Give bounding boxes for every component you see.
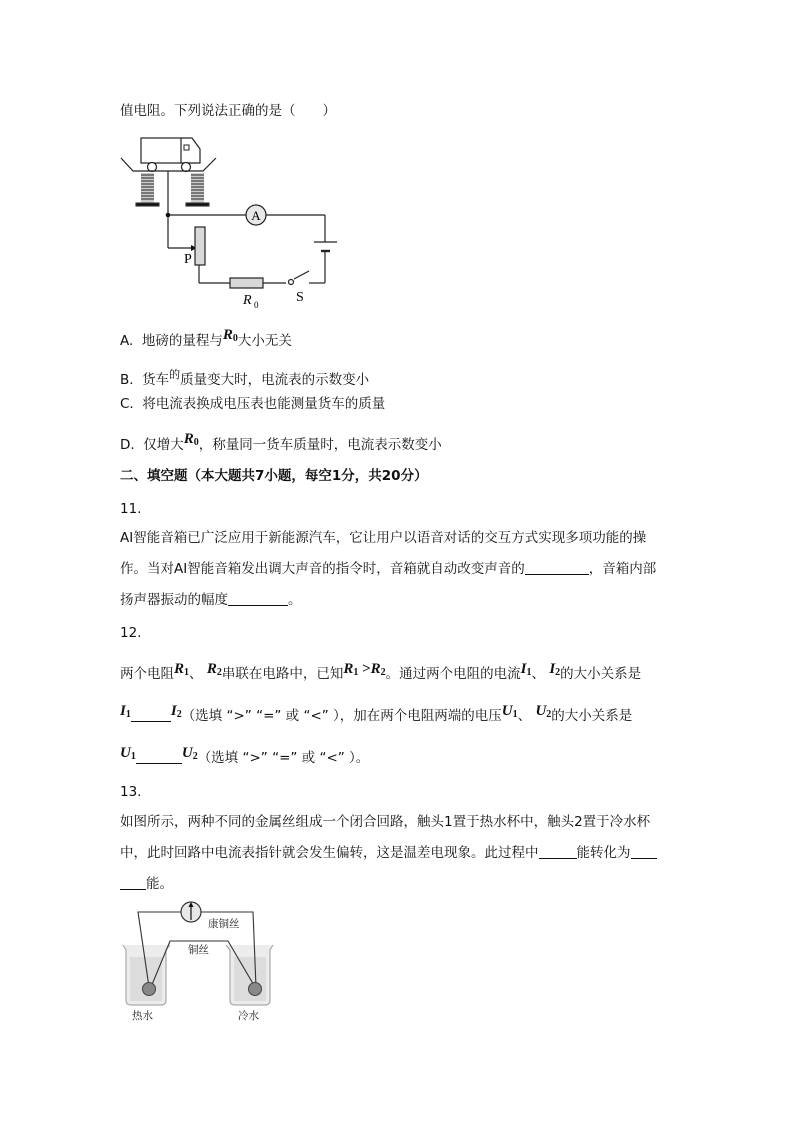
beaker-cold — [226, 945, 273, 1005]
math-u2: $U_2$ — [535, 703, 552, 720]
q11-line2: 作。当对AI智能音箱发出调大声音的指令时，音箱就自动改变声音的 ，音箱内部 — [120, 561, 657, 577]
q13-number: 13. — [120, 784, 142, 800]
hot-water-label: 热水 — [132, 1011, 153, 1022]
q12-line2: $I_1$ $I_2$（选填 “>” “=” 或 “<” ），加在两个电阻两端的电压$U_1$、 $U_2$的大小关系是 — [120, 703, 633, 724]
option-key: A. — [120, 333, 134, 349]
math-r1-gt-r2: $R_1 >R_2$ — [343, 661, 386, 678]
option-c[interactable] — [120, 394, 385, 414]
variable-resistor — [195, 227, 205, 265]
q13-line2: 中，此时回路中电流表指针就会发生偏转，这是温差电现象。此过程中 能转化为 — [120, 843, 657, 863]
section-heading-text: 二、填空题（本大题共7小题，每空1分，共20分） — [120, 468, 428, 484]
math-u1: $U_1$ — [120, 745, 136, 762]
scale-platform — [121, 158, 216, 171]
option-superscript: 的 — [169, 368, 181, 381]
math-i1: $I_1$ — [520, 661, 532, 678]
probe-cold — [249, 983, 262, 996]
option-key: B. — [120, 372, 134, 388]
q12-line3: $U_1$ $U_2$（选填 “>” “=” 或 “<” ）。 — [120, 745, 370, 766]
answer-blank[interactable] — [136, 749, 182, 764]
slider-label: P — [184, 252, 192, 267]
option-text: 质量变大时，电流表的示数变小 — [180, 372, 370, 388]
truck-body — [141, 138, 181, 163]
ammeter-label: A — [251, 208, 261, 223]
probe-hot — [143, 983, 156, 996]
math-r2: $R_2$ — [206, 661, 222, 678]
option-text: 货车 — [142, 372, 170, 388]
q12-number: 12. — [120, 625, 142, 641]
math-r0: $R_0$ — [183, 431, 199, 448]
truck-scale-circuit-figure — [118, 135, 348, 310]
option-text: 将电流表换成电压表也能测量货车的质量 — [142, 396, 386, 412]
truck-wheel — [148, 163, 157, 172]
q12-line1: 两个电阻$R_1$、 $R_2$串联在电路中，已知$R_1 >R_2$。通过两个电阻的电流$I_1$、 $I_2$的大小关系是 — [120, 661, 642, 682]
q13-line1: 如图所示，两种不同的金属丝组成一个闭合回路，触头1置于热水杯中，触头2置于冷水杯 — [120, 814, 651, 830]
switch-pivot — [289, 280, 294, 285]
beaker-hot — [123, 945, 170, 1005]
section-heading — [120, 466, 428, 486]
q11-number: 11. — [120, 501, 142, 517]
math-i1: $I_1$ — [120, 703, 131, 720]
option-text: ，称量同一货车质量时，电流表示数变小 — [198, 437, 442, 453]
truck-wheel — [182, 163, 191, 172]
option-text: 仅增大 — [143, 437, 184, 453]
cold-water-label: 冷水 — [238, 1011, 259, 1022]
q10-stem — [120, 101, 336, 121]
math-r0: $R_0$ — [222, 327, 238, 344]
math-i2: $I_2$ — [549, 661, 561, 678]
answer-blank[interactable] — [228, 591, 288, 606]
switch-label: S — [296, 290, 304, 305]
option-text: 大小无关 — [237, 333, 292, 349]
thermocouple-figure — [118, 895, 288, 1025]
answer-blank[interactable] — [120, 875, 146, 890]
option-key: D. — [120, 437, 135, 453]
option-d[interactable] — [120, 431, 442, 459]
answer-blank[interactable] — [539, 844, 577, 859]
math-u1: $U_1$ — [501, 703, 518, 720]
spring-right — [186, 173, 209, 206]
q10-stem-text: 值电阻。下列说法正确的是（ ） — [120, 103, 336, 119]
option-key: C. — [120, 396, 134, 412]
option-text: 地磅的量程与 — [141, 333, 223, 349]
math-r1: $R_1$ — [174, 661, 190, 678]
constantan-label: 康铜丝 — [208, 919, 240, 930]
spring-left — [136, 173, 159, 206]
copper-label: 铜丝 — [188, 945, 209, 956]
answer-blank[interactable] — [525, 560, 589, 575]
math-u2: $U_2$ — [181, 745, 198, 762]
q11-line3: 扬声器振动的幅度 。 — [120, 592, 302, 608]
option-b[interactable] — [120, 365, 369, 390]
r0-subscript: 0 — [254, 300, 259, 310]
q11-line1: AI智能音箱已广泛应用于新能源汽车，它让用户以语音对话的交互方式实现多项功能的操 — [120, 530, 647, 546]
resistor-r0 — [230, 278, 263, 288]
junction-dot — [166, 213, 171, 218]
answer-blank[interactable] — [631, 844, 657, 859]
q13-line3: 能。 — [120, 874, 173, 894]
answer-blank[interactable] — [131, 707, 171, 722]
option-a[interactable] — [120, 327, 292, 355]
math-i2: $I_2$ — [170, 703, 182, 720]
r0-label: R — [243, 293, 252, 308]
